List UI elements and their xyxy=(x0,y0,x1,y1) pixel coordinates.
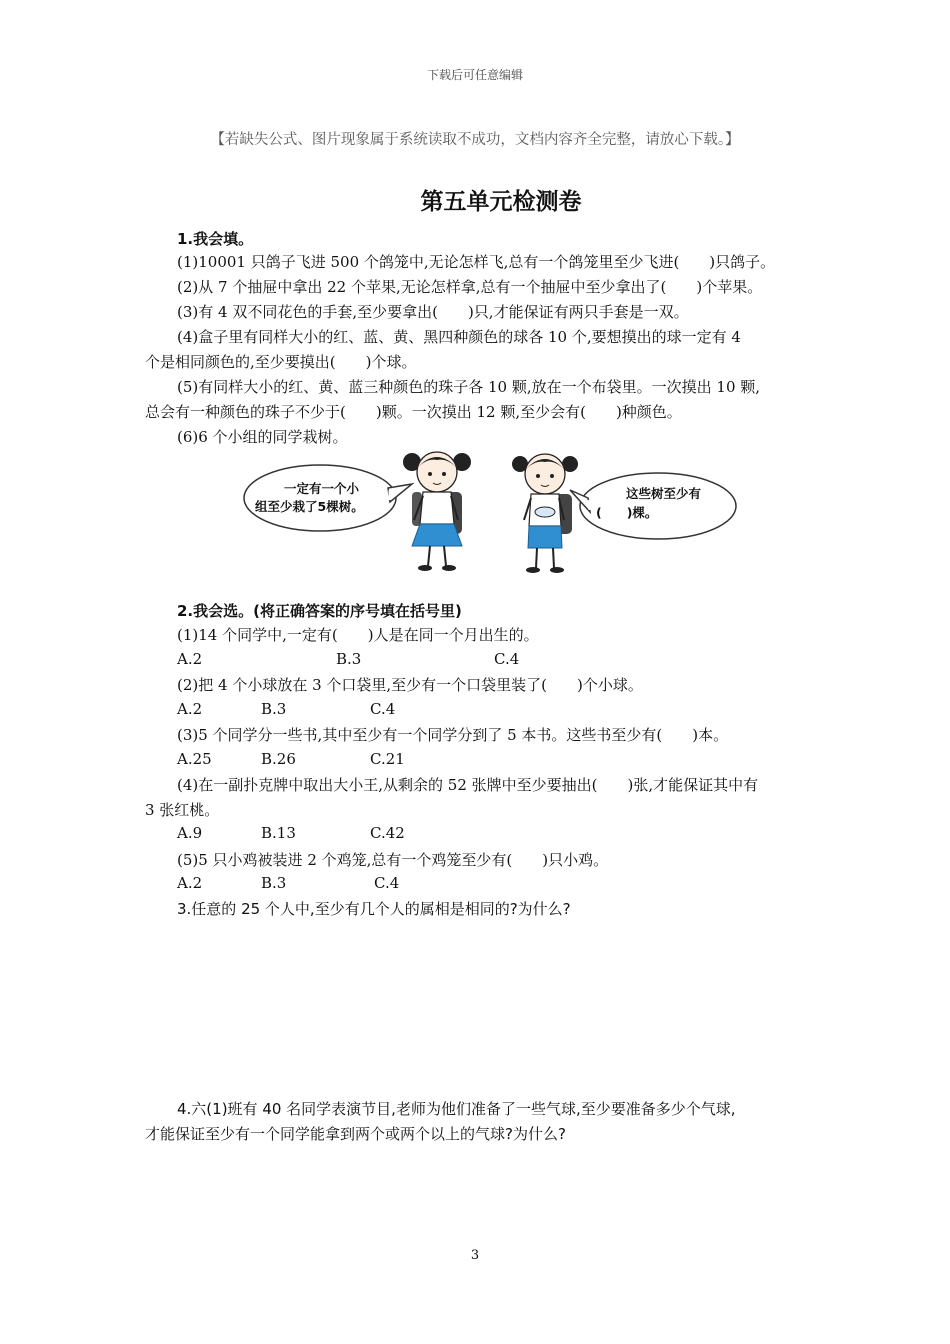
s2-q1-option-b: B.3 xyxy=(336,650,362,668)
s2-q5: (5)5 只小鸡被装进 2 个鸡笼,总有一个鸡笼至少有( )只小鸡。 xyxy=(177,851,609,869)
s2-q4-option-b: B.13 xyxy=(261,824,296,842)
bubble-left-line2: 组至少栽了5棵树。 xyxy=(255,499,364,514)
bubble-right-line2: ( )棵。 xyxy=(596,505,658,520)
s2-q4-option-c: C.42 xyxy=(370,824,405,842)
section2-heading: 2.我会选。(将正确答案的序号填在括号里) xyxy=(177,602,462,620)
section4-question-line2: 才能保证至少有一个同学能拿到两个或两个以上的气球?为什么? xyxy=(145,1125,566,1143)
page-title: 第五单元检测卷 xyxy=(420,188,582,215)
girl-left-figure xyxy=(403,452,471,571)
bubble-left-line1: 一定有一个小 xyxy=(284,481,360,496)
s2-q4-line2: 3 张红桃。 xyxy=(145,801,220,819)
s2-q3-option-c: C.21 xyxy=(370,750,405,768)
top-note: 下载后可任意编辑 xyxy=(426,68,523,82)
s1-q2: (2)从 7 个抽屉中拿出 22 个苹果,无论怎样拿,总有一个抽屉中至少拿出了( )个苹果。 xyxy=(177,278,763,296)
girl-right-figure xyxy=(512,454,578,573)
s2-q3-option-b: B.26 xyxy=(261,750,296,768)
disclaimer: 【若缺失公式、图片现象属于系统读取不成功，文档内容齐全完整，请放心下载。】 xyxy=(210,132,740,148)
section1-heading: 1.我会填。 xyxy=(177,230,254,248)
s2-q2-option-b: B.3 xyxy=(261,700,287,718)
s1-q5-line1: (5)有同样大小的红、黄、蓝三种颜色的珠子各 10 颗,放在一个布袋里。一次摸出 10 颗, xyxy=(177,378,761,396)
s1-q3: (3)有 4 双不同花色的手套,至少要拿出( )只,才能保证有两只手套是一双。 xyxy=(177,303,689,321)
s2-q1-option-a: A.2 xyxy=(177,650,203,668)
s1-q6: (6)6 个小组的同学栽树。 xyxy=(177,428,348,446)
s2-q4-line1: (4)在一副扑克牌中取出大小王,从剩余的 52 张牌中至少要抽出( )张,才能保证其中有 xyxy=(177,776,759,794)
s2-q5-option-b: B.3 xyxy=(261,874,287,892)
s2-q2-option-c: C.4 xyxy=(370,700,396,718)
s1-q1: (1)10001 只鸽子飞进 500 个鸽笼中,无论怎样飞,总有一个鸽笼里至少飞进( )只鸽子。 xyxy=(177,253,776,271)
s2-q1-option-c: C.4 xyxy=(494,650,520,668)
illustration-girls-speech xyxy=(240,440,740,580)
s1-q4-line2: 个是相同颜色的,至少要摸出( )个球。 xyxy=(145,353,417,371)
s1-q5-line2: 总会有一种颜色的珠子不少于( )颗。一次摸出 12 颗,至少会有( )种颜色。 xyxy=(145,403,682,421)
s2-q5-option-c: C.4 xyxy=(374,874,400,892)
speech-bubble-right xyxy=(570,473,736,539)
s2-q3-option-a: A.25 xyxy=(177,750,212,768)
s2-q2-option-a: A.2 xyxy=(177,700,203,718)
speech-bubble-left xyxy=(244,465,412,531)
s1-q4-line1: (4)盒子里有同样大小的红、蓝、黄、黑四种颜色的球各 10 个,要想摸出的球一定有 4 xyxy=(177,328,741,346)
s2-q5-option-a: A.2 xyxy=(177,874,203,892)
s2-q3: (3)5 个同学分一些书,其中至少有一个同学分到了 5 本书。这些书至少有( )本。 xyxy=(177,726,729,744)
page-number: 3 xyxy=(470,1248,480,1263)
section3-question: 3.任意的 25 个人中,至少有几个人的属相是相同的?为什么? xyxy=(177,900,571,918)
s2-q1: (1)14 个同学中,一定有( )人是在同一个月出生的。 xyxy=(177,626,539,644)
bubble-right-line1: 这些树至少有 xyxy=(626,486,702,501)
s2-q4-option-a: A.9 xyxy=(177,824,203,842)
s2-q2: (2)把 4 个小球放在 3 个口袋里,至少有一个口袋里装了( )个小球。 xyxy=(177,676,643,694)
section4-question-line1: 4.六(1)班有 40 名同学表演节目,老师为他们准备了一些气球,至少要准备多少个气球, xyxy=(177,1100,736,1118)
